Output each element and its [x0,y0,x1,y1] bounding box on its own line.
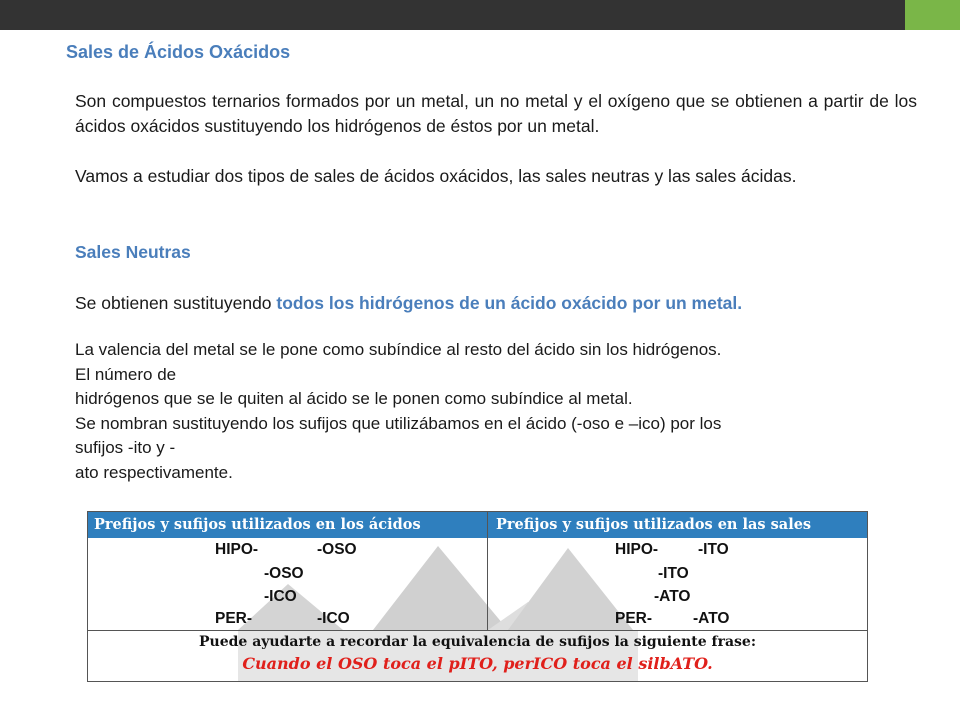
definition-highlight: todos los hidrógenos de un ácido oxácido por un metal. [276,293,743,313]
acid-suffix-oso: -OSO [317,541,357,558]
mnemonic-intro: Puede ayudarte a recordar la equivalencia de sufijos la siguiente frase: [199,634,756,650]
rules-line: hidrógenos que se le quiten al ácido se le ponen como subíndice al metal. [75,389,633,408]
definition-line [75,291,742,315]
salt-suffix-ito: -ITO [658,565,689,582]
types-paragraph: Vamos a estudiar dos tipos de sales de ácidos oxácidos, las sales neutras y las sales ácidas. [75,166,797,186]
rules-line: La valencia del metal se le pone como subíndice al resto del ácido sin los hidrógenos. [75,340,722,359]
intro-paragraph: Son compuestos ternarios formados por un metal, un no metal y el oxígeno que se obtienen a partir de los ácidos oxácidos sustituyendo los hidrógenos de éstos por un metal. [75,91,917,136]
table-header [88,512,867,538]
salt-prefix-per: PER- [615,610,653,627]
acid-prefix-per: PER- [215,610,253,627]
acid-prefix-hipo: HIPO- [215,541,259,558]
column-divider [487,512,488,630]
rules-line: sufijos -ito y - [75,438,176,457]
section-heading: Sales Neutras [75,242,191,262]
header-acids: Prefijos y sufijos utilizados en los ácidos [94,516,421,533]
acid-suffix-oso: -OSO [264,565,304,582]
rules-block [75,338,925,485]
top-bar-accent [905,0,960,30]
suffix-table-image [87,511,868,682]
acid-suffix-ico: -ICO [264,588,297,605]
rules-line: El número de [75,364,177,384]
rules-line: ato respectivamente. [75,462,233,482]
header-salts: Prefijos y sufijos utilizados en las sales [496,516,812,533]
salt-suffix-ato: -ATO [693,610,730,627]
rules-line: Se nombran sustituyendo los sufijos que utilizábamos en el ácido (-oso e –ico) por los [75,413,722,433]
mnemonic-phrase: Cuando el OSO toca el pITO, perICO toca el silbATO. [242,654,713,673]
salt-suffix-ito: -ITO [698,541,729,558]
salt-suffix-ato: -ATO [654,588,691,605]
row-divider [88,630,867,631]
top-bar [0,0,960,30]
definition-prefix: Se obtienen sustituyendo [75,293,277,313]
page-title: Sales de Ácidos Oxácidos [66,42,291,62]
salt-prefix-hipo: HIPO- [615,541,659,558]
acid-suffix-ico: -ICO [317,610,350,627]
